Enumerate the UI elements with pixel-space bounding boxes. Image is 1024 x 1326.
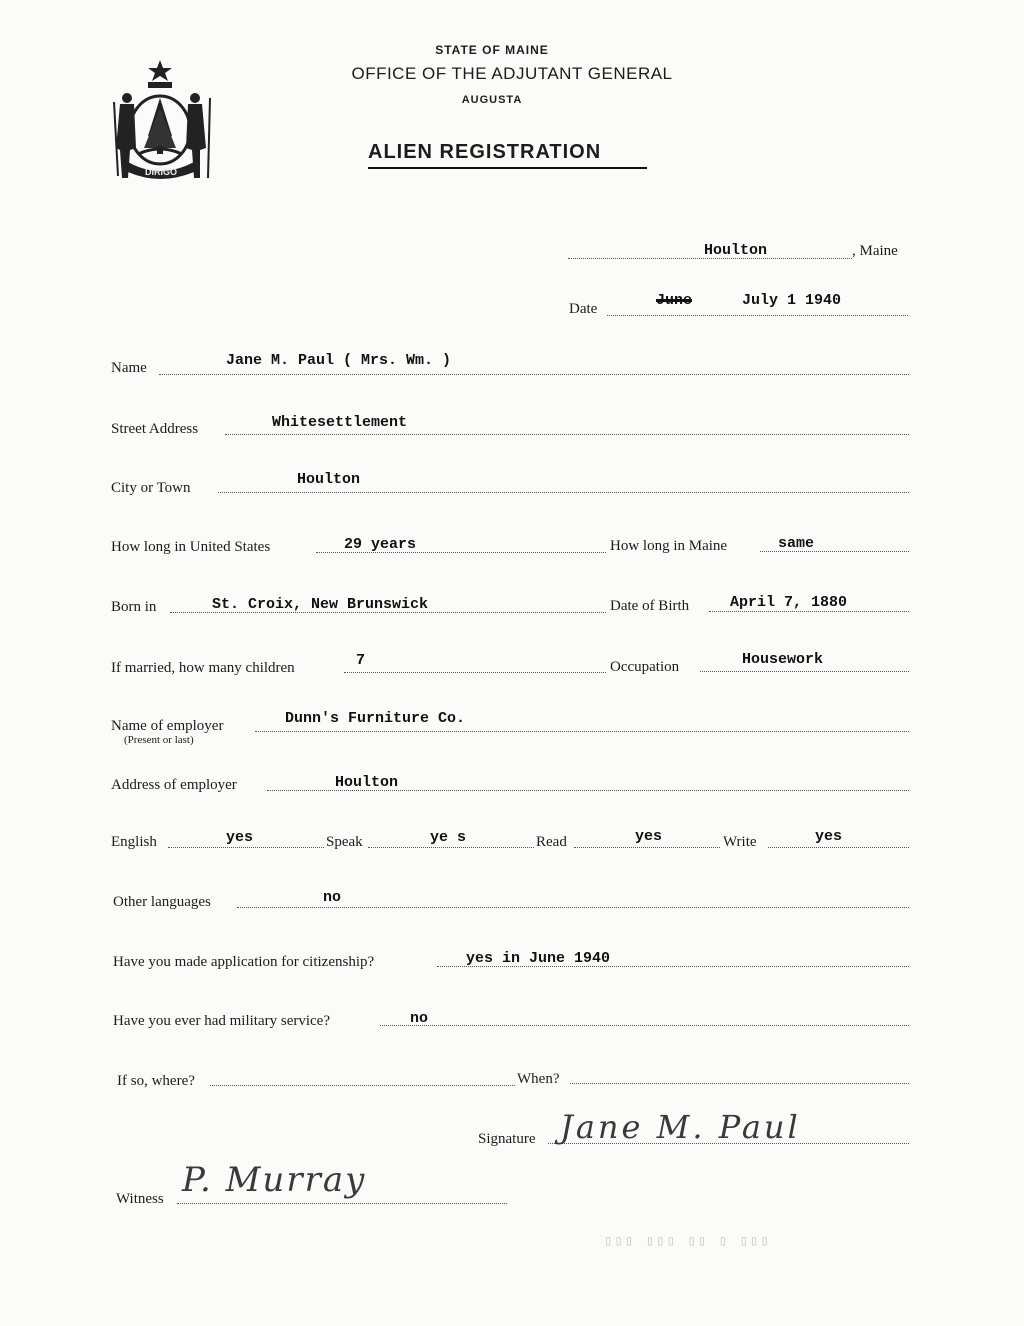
other-languages-value: no (323, 889, 342, 906)
occupation-value: Housework (742, 651, 824, 668)
write-line (768, 847, 909, 848)
occupation-label: Occupation (610, 659, 680, 675)
military-value: no (410, 1010, 429, 1027)
place-value: Houlton (704, 242, 768, 259)
city-heading: AUGUSTA (461, 94, 523, 106)
military-label: Have you ever had military service? (113, 1013, 330, 1029)
born-label: Born in (111, 599, 157, 615)
read-value: yes (635, 828, 663, 845)
state-heading: STATE OF MAINE (435, 43, 549, 57)
when-line (570, 1083, 909, 1084)
seal-motto: DIRIGO (144, 167, 178, 177)
speak-line (368, 847, 534, 848)
when-label: When? (517, 1071, 560, 1087)
children-label: If married, how many children (111, 660, 295, 676)
citizenship-value: yes in June 1940 (466, 950, 611, 967)
street-value: Whitesettlement (272, 414, 408, 431)
us-years-label: How long in United States (111, 539, 271, 555)
employer-note: (Present or last) (124, 734, 194, 746)
citizenship-label: Have you made application for citizenship? (113, 954, 375, 970)
other-languages-label: Other languages (113, 894, 211, 910)
children-line (344, 672, 606, 673)
employer-address-value: Houlton (335, 774, 399, 791)
write-label: Write (723, 834, 757, 850)
us-years-value: 29 years (344, 536, 417, 553)
employer-value: Dunn's Furniture Co. (285, 710, 466, 727)
title-underline (368, 167, 647, 169)
witness-line (177, 1203, 507, 1204)
employer-address-label: Address of employer (111, 777, 237, 793)
state-seal-icon (110, 58, 220, 186)
signature-value: Jane M. Paul (560, 1108, 801, 1146)
date-struck-value: June (656, 292, 693, 309)
name-label: Name (111, 360, 147, 376)
dob-label: Date of Birth (610, 598, 690, 614)
dob-line (709, 611, 909, 612)
born-value: St. Croix, New Brunswick (212, 596, 429, 613)
date-line (607, 315, 908, 316)
street-label: Street Address (111, 421, 199, 437)
employer-line (255, 731, 909, 732)
employer-label: Name of employer (111, 718, 224, 734)
english-line (168, 847, 324, 848)
dob-value: April 7, 1880 (730, 594, 848, 611)
occupation-line (700, 671, 909, 672)
office-heading: OFFICE OF THE ADJUTANT GENERAL (351, 64, 673, 83)
city-value: Houlton (297, 471, 361, 488)
where-label: If so, where? (117, 1073, 195, 1089)
name-value: Jane M. Paul ( Mrs. Wm. ) (226, 352, 452, 369)
street-line (225, 434, 909, 435)
witness-value: P. Murray (182, 1160, 367, 1200)
name-line (159, 374, 909, 375)
military-line (380, 1025, 909, 1026)
city-label: City or Town (111, 480, 191, 496)
city-line (218, 492, 909, 493)
read-line (574, 847, 720, 848)
witness-label: Witness (116, 1191, 164, 1207)
date-value: July 1 1940 (742, 292, 842, 309)
read-label: Read (536, 834, 567, 850)
other-languages-line (237, 907, 909, 908)
faint-stamp: ▯▯▯ ▯▯▯ ▯▯ ▯ ▯▯▯ (604, 1234, 771, 1250)
place-suffix: , Maine (852, 243, 898, 259)
date-label: Date (569, 301, 598, 317)
children-value: 7 (356, 652, 366, 669)
maine-years-value: same (778, 535, 815, 552)
form-title: ALIEN REGISTRATION (368, 141, 602, 163)
maine-years-label: How long in Maine (610, 538, 728, 554)
english-label: English (111, 834, 157, 850)
speak-label: Speak (326, 834, 363, 850)
signature-label: Signature (478, 1131, 536, 1147)
write-value: yes (815, 828, 843, 845)
speak-value: ye s (430, 829, 467, 846)
english-value: yes (226, 829, 254, 846)
where-line (210, 1085, 515, 1086)
